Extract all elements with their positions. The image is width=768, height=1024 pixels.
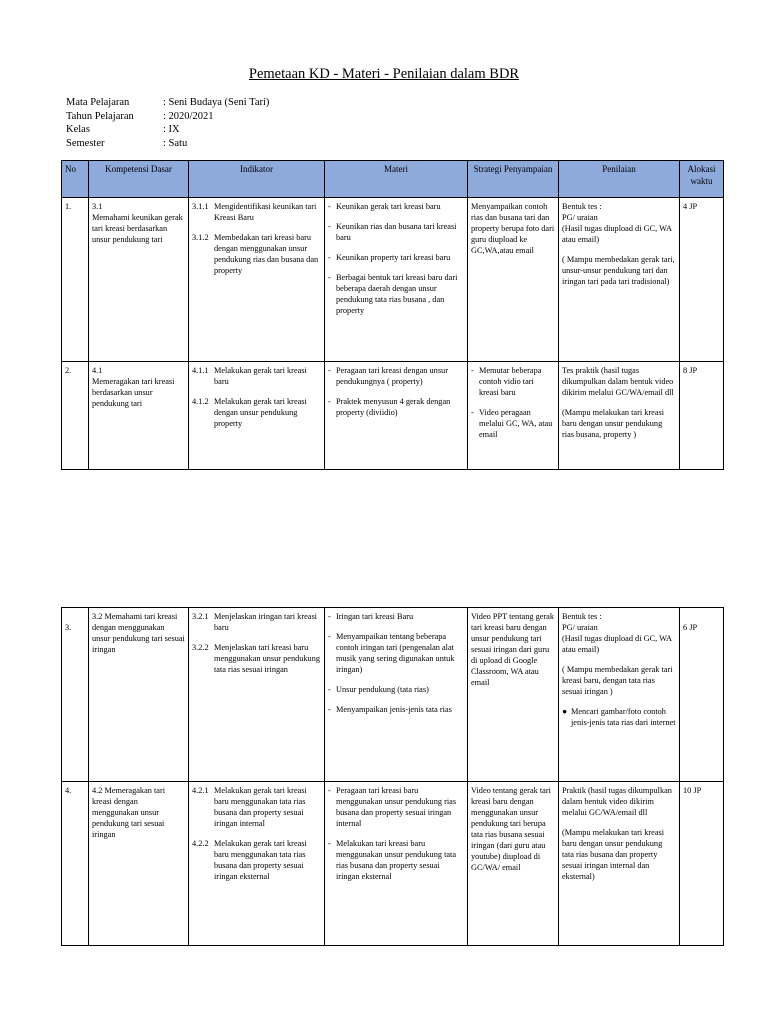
indicator-item bbox=[192, 201, 321, 223]
cell-no: 2. bbox=[62, 362, 89, 470]
strategi-text: Memutar beberapa contoh vidio tari kreasi baru bbox=[479, 366, 542, 397]
materi-item: - Praktek menyusun 4 gerak dengan property (diviidio) bbox=[328, 396, 464, 418]
indicator-number: 3.1.1 bbox=[192, 202, 209, 211]
strategi-item: - Memutar beberapa contoh vidio tari kreasi baru bbox=[471, 365, 555, 398]
materi-text: Menyampaikan jenis-jenis tata rias bbox=[336, 705, 452, 714]
penilaian-text: Bentuk tes : PG/ uraian (Hasil tugas diupload di GC, WA atau email) bbox=[562, 202, 672, 244]
meta-label: Kelas bbox=[66, 124, 90, 135]
meta-row bbox=[66, 123, 269, 137]
cell-indikator bbox=[189, 362, 325, 470]
cell-kompetensi-dasar: 4.1 Memeragakan tari kreasi berdasarkan unsur pendukung tari bbox=[89, 362, 189, 470]
materi-text: Keunikan rias dan busana tari kreasi baru bbox=[336, 222, 457, 242]
cell-penilaian bbox=[559, 608, 680, 782]
materi-item: - Melakukan tari kreasi baru menggunakan unsur pendukung tata rias busana dan property sesuai iringan eksternal bbox=[328, 838, 464, 882]
indicator-number: 3.2.1 bbox=[192, 612, 209, 621]
header-indikator: Indikator bbox=[189, 161, 325, 198]
materi-text: Peragaan tari kreasi dengan unsur pendukungnya ( property) bbox=[336, 366, 448, 386]
penilaian-bullet bbox=[562, 706, 676, 728]
cell-materi bbox=[325, 608, 468, 782]
cell-materi bbox=[325, 782, 468, 946]
strategi-item: - Video peragaan melalui GC, WA, atau email bbox=[471, 407, 555, 440]
indicator-number: 4.2.2 bbox=[192, 839, 209, 848]
table-row bbox=[62, 608, 724, 782]
cell-strategi: Menyampaikan contoh rias dan busana tari dan property berupa foto dari guru diupload ke GC,WA,atau email bbox=[468, 198, 559, 362]
cell-indikator bbox=[189, 608, 325, 782]
cell-materi bbox=[325, 362, 468, 470]
materi-item: - Menyampaikan jenis-jenis tata rias bbox=[328, 704, 464, 715]
table-row bbox=[62, 782, 724, 946]
penilaian-text: (Mampu melakukan tari kreasi baru dengan unsur pendukung tata rias busana dan property sesuai iringan internal dan eksternal) bbox=[562, 828, 665, 881]
table-row bbox=[62, 362, 724, 470]
header-no: No bbox=[62, 161, 89, 198]
document-meta bbox=[66, 96, 269, 150]
materi-item: - Keunikan gerak tari kreasi baru bbox=[328, 201, 464, 212]
indicator-text: Melakukan gerak tari kreasi baru menggunakan tata rias busana dan property sesuai iringan internal bbox=[214, 786, 307, 828]
cell-penilaian bbox=[559, 782, 680, 946]
cell-strategi: Video PPT tentang gerak tari kreasi baru dengan unsur pendukung tari sesuai iringan dari guru di upload di Google Classroom, WA atau email bbox=[468, 608, 559, 782]
meta-value: : 2020/2021 bbox=[163, 110, 214, 122]
materi-text: Keunikan gerak tari kreasi baru bbox=[336, 202, 441, 211]
header-kompetensi-dasar: Kompetensi Dasar bbox=[89, 161, 189, 198]
cell-alokasi: 4 JP bbox=[680, 198, 724, 362]
indicator-text: Melakukan gerak tari kreasi baru bbox=[214, 366, 307, 386]
cell-no: 1. bbox=[62, 198, 89, 362]
meta-row bbox=[66, 137, 269, 151]
meta-value: : Satu bbox=[163, 137, 188, 149]
cell-indikator bbox=[189, 782, 325, 946]
header-materi: Materi bbox=[325, 161, 468, 198]
indicator-text: Melakukan gerak tari kreasi dengan unsur pendukung property bbox=[214, 397, 307, 428]
cell-kompetensi-dasar: 3.2 Memahami tari kreasi dengan menggunakan unsur pendukung tari sesuai iringan bbox=[89, 608, 189, 782]
penilaian-text: Bentuk tes : PG/ uraian (Hasil tugas diupload di GC, WA atau email) bbox=[562, 612, 672, 654]
bullet-icon: ● bbox=[562, 707, 568, 716]
indicator-text: Membedakan tari kreasi baru dengan menggunakan unsur pendukung rias dan busana dan property bbox=[214, 233, 319, 275]
materi-item: - Peragaan tari kreasi baru menggunakan unsur pendukung rias busana dan property sesuai iringan internal bbox=[328, 785, 464, 829]
indicator-number: 3.2.2 bbox=[192, 643, 209, 652]
penilaian-text: ( Mampu membedakan gerak tari, unsur-unsur pendukung tari dan iringan tari pada tari tradisional) bbox=[562, 255, 675, 286]
cell-materi bbox=[325, 198, 468, 362]
indicator-number: 4.1.1 bbox=[192, 366, 209, 375]
header-strategi: Strategi Penyampaian bbox=[468, 161, 559, 198]
header-penilaian: Penilaian bbox=[559, 161, 680, 198]
indicator-item bbox=[192, 838, 321, 882]
cell-strategi bbox=[468, 362, 559, 470]
indicator-text: Melakukan gerak tari kreasi baru menggunakan tata rias busana dan property sesuai iringan eksternal bbox=[214, 839, 307, 881]
materi-item: - Iringan tari kreasi Baru bbox=[328, 611, 464, 622]
penilaian-bullet-text: Mencari gambar/foto contoh jenis-jenis tata rias dari internet bbox=[571, 707, 676, 727]
indicator-item bbox=[192, 611, 321, 633]
indicator-item bbox=[192, 232, 321, 276]
page-title: Pemetaan KD - Materi - Penilaian dalam BDR bbox=[248, 66, 520, 82]
cell-kompetensi-dasar: 4.2 Memeragakan tari kreasi dengan menggunakan unsur pendukung tari sesuai iringan bbox=[89, 782, 189, 946]
penilaian-text: (Mampu melakukan tari kreasi baru dengan unsur pendukung rias busana, property ) bbox=[562, 408, 665, 439]
indicator-number: 3.1.2 bbox=[192, 233, 209, 242]
materi-text: Peragaan tari kreasi baru menggunakan unsur pendukung rias busana dan property sesuai iringan internal bbox=[336, 786, 457, 828]
penilaian-text: Tes praktik (hasil tugas dikumpulkan dalam bentuk video dikirim melalui GC/WA/email dll bbox=[562, 366, 674, 397]
mapping-table-page-2 bbox=[61, 607, 724, 946]
indicator-text: Menjelaskan tari kreasi baru menggunakan unsur pendukung tata rias sesuai iringan bbox=[214, 643, 320, 674]
meta-label: Semester bbox=[66, 137, 105, 149]
indicator-number: 4.2.1 bbox=[192, 786, 209, 795]
cell-kompetensi-dasar: 3.1 Memahami keunikan gerak tari kreasi berdasarkan unsur pendukung tari bbox=[89, 198, 189, 362]
meta-row bbox=[66, 110, 269, 124]
cell-alokasi: 8 JP bbox=[680, 362, 724, 470]
materi-text: Praktek menyusun 4 gerak dengan property (diviidio) bbox=[336, 397, 451, 417]
indicator-item bbox=[192, 396, 321, 429]
materi-item: - Peragaan tari kreasi dengan unsur pendukungnya ( property) bbox=[328, 365, 464, 387]
materi-text: Menyampaikan tentang beberapa contoh iringan tari (pengenalan alat musik yang sering digunakan untuk iringan) bbox=[336, 632, 455, 674]
materi-item: - Berbagai bentuk tari kreasi baru dari beberapa daerah dengan unsur pendukung tata rias busana , dan property bbox=[328, 272, 464, 316]
indicator-item bbox=[192, 642, 321, 675]
cell-indikator bbox=[189, 198, 325, 362]
indicator-item bbox=[192, 785, 321, 829]
materi-text: Iringan tari kreasi Baru bbox=[336, 612, 414, 621]
cell-penilaian bbox=[559, 362, 680, 470]
meta-row bbox=[66, 96, 269, 110]
indicator-number: 4.1.2 bbox=[192, 397, 209, 406]
meta-value: : IX bbox=[163, 124, 180, 135]
materi-text: Unsur pendukung (tata rias) bbox=[336, 685, 429, 694]
cell-alokasi: 6 JP bbox=[680, 608, 724, 782]
header-alokasi: Alokasi waktu bbox=[680, 161, 724, 198]
cell-no: 3. bbox=[62, 608, 89, 782]
indicator-text: Menjelaskan iringan tari kreasi baru bbox=[214, 612, 317, 632]
table-row bbox=[62, 198, 724, 362]
cell-penilaian bbox=[559, 198, 680, 362]
materi-item: - Keunikan property tari kreasi baru bbox=[328, 252, 464, 263]
meta-label: Tahun Pelajaran bbox=[66, 110, 134, 122]
materi-item: - Unsur pendukung (tata rias) bbox=[328, 684, 464, 695]
materi-text: Melakukan tari kreasi baru menggunakan unsur pendukung tata rias busana dan property sesuai iringan eksternal bbox=[336, 839, 457, 881]
cell-strategi: Video tentang gerak tari kreasi baru dengan menggunakan unsur pendukung tari berupa tata rias busana sesuai iringan (dari guru atau youtube) diupload di GC/WA/ email bbox=[468, 782, 559, 946]
materi-item: - Menyampaikan tentang beberapa contoh iringan tari (pengenalan alat musik yang sering digunakan untuk iringan) bbox=[328, 631, 464, 675]
cell-alokasi: 10 JP bbox=[680, 782, 724, 946]
indicator-text: Mengidentifikasi keunikan tari Kreasi Baru bbox=[214, 202, 317, 222]
penilaian-text: ( Mampu membedakan gerak tari kreasi baru, dengan tata rias sesuai iringan ) bbox=[562, 665, 673, 696]
meta-label: Mata Pelajaran bbox=[66, 97, 130, 108]
mapping-table-page-1 bbox=[61, 160, 724, 470]
indicator-item bbox=[192, 365, 321, 387]
strategi-text: Video peragaan melalui GC, WA, atau email bbox=[479, 408, 553, 439]
materi-item: - Keunikan rias dan busana tari kreasi baru bbox=[328, 221, 464, 243]
materi-text: Keunikan property tari kreasi baru bbox=[336, 253, 451, 262]
materi-text: Berbagai bentuk tari kreasi baru dari beberapa daerah dengan unsur pendukung tata rias busana , dan property bbox=[336, 273, 458, 315]
cell-no: 4. bbox=[62, 782, 89, 946]
penilaian-text: Praktik (hasil tugas dikumpulkan dalam bentuk video dikirim melalui GC/WA/email dll bbox=[562, 786, 672, 817]
table-header-row bbox=[62, 161, 724, 198]
meta-value: : Seni Budaya (Seni Tari) bbox=[163, 97, 270, 108]
